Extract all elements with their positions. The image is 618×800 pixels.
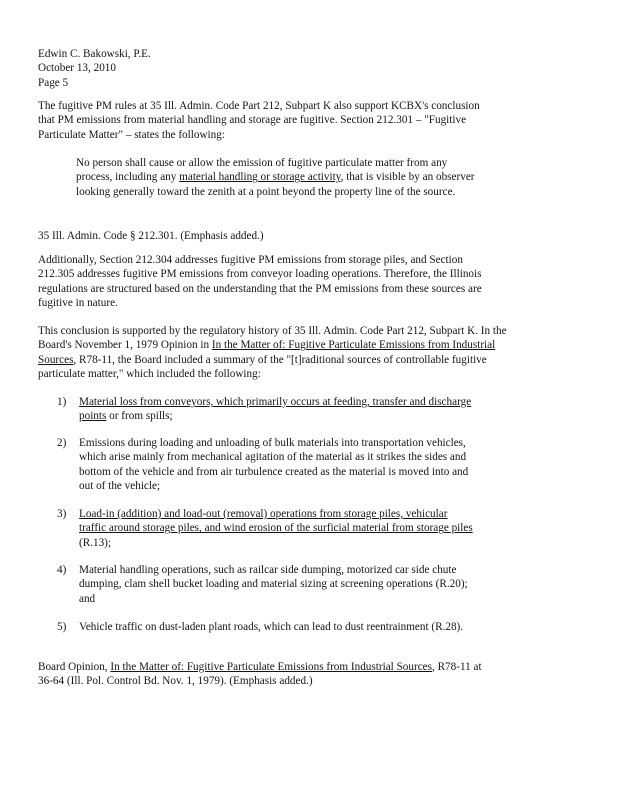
list-number: 5) [57,621,67,633]
list-number: 3) [57,508,67,520]
list-number: 4) [57,564,67,576]
list-item [57,436,477,496]
list-number: 1) [57,396,67,408]
case-title: In the Matter of: Fugitive Particulate Emissions from Industrial Sources [38,339,496,366]
list-item-text [79,395,477,424]
list-item [57,395,477,425]
quote-text-end: , that is visible by an observer looking generally toward the zenith at a point beyond the property line of the source. [76,171,475,198]
citation-board-opinion [38,660,498,689]
quote-emphasis: material handling or storage activity [179,171,341,184]
list-item-text [79,620,477,634]
page-number: Page 5 [38,76,69,89]
list-item-text [79,436,477,494]
quote-text-start: No person shall cause or allow the emission of fugitive particulate matter from any process, including any [76,157,448,184]
list-item-rest: or from spills; [106,410,173,423]
citation-text-start: Board Opinion, [38,661,111,673]
history-text-start: This conclusion is supported by the regulatory history of 35 Ill. Admin. Code Part 212, Subpart K. In the Board's November 1, 1979 Opinion in [38,325,507,352]
list-item-rest: Emissions during loading and unloading of bulk materials into transportation vehicles, which arise mainly from mechanical agitation of the material as it strikes the sides and bottom of the vehicle and from air turbulence created as the material is moved into and out of the vehicle; [79,437,469,493]
list-item-emphasis: Material loss from conveyors, which primarily occurs at feeding, transfer and discharge points [79,396,472,423]
list-item-rest: Vehicle traffic on dust-laden plant roads, which can lead to dust reentrainment (R.28). [79,621,464,633]
history-text-end: , R78-11, the Board included a summary of the "[t]raditional sources of controllable fugitive particulate matter," which included the following: [38,353,487,381]
letter-date: October 13, 2010 [38,62,116,75]
list-item [57,563,477,608]
paragraph-fugitive-rules: The fugitive PM rules at 35 Ill. Admin. Code Part 212, Subpart K also support KCBX's conclusion that PM emissions from material handling and storage are fugitive. Section 212.301 – "Fugitive Particulate Matter" – states the following: [38,100,480,141]
list-item-text [79,507,477,550]
paragraph-storage-piles: Additionally, Section 212.304 addresses fugitive PM emissions from storage piles, and Section 212.305 addresses fugitive PM emissions from conveyor loading operations. Therefore, the Illinois regulations are structured based on the understanding that the PM emissions from these sources are fugitive in nature. [38,254,482,310]
citation-text-end: , R78-11 at 36-64 (Ill. Pol. Control Bd. Nov. 1, 1979). (Emphasis added.) [38,661,482,688]
list-item [57,507,477,552]
list-number: 2) [57,437,67,449]
citation-case-title: In the Matter of: Fugitive Particulate Emissions from Industrial Sources [110,661,432,673]
recipient-name: Edwin C. Bakowski, P.E. [38,48,151,60]
list-item-emphasis: Load-in (addition) and load-out (removal) operations from storage piles, vehicular traffic around storage piles, and wind erosion of the surficial material from storage piles [79,508,473,535]
list-item [57,620,477,650]
list-item-rest: Material handling operations, such as railcar side dumping, motorized car side chute dumping, clam shell bucket loading and material sizing at screening operations (R.20); and [79,564,468,605]
list-item-text [79,563,477,606]
citation-212-301: 35 Ill. Admin. Code § 212.301. (Emphasis added.) [38,230,264,242]
list-item-rest: (R.13); [79,536,112,549]
